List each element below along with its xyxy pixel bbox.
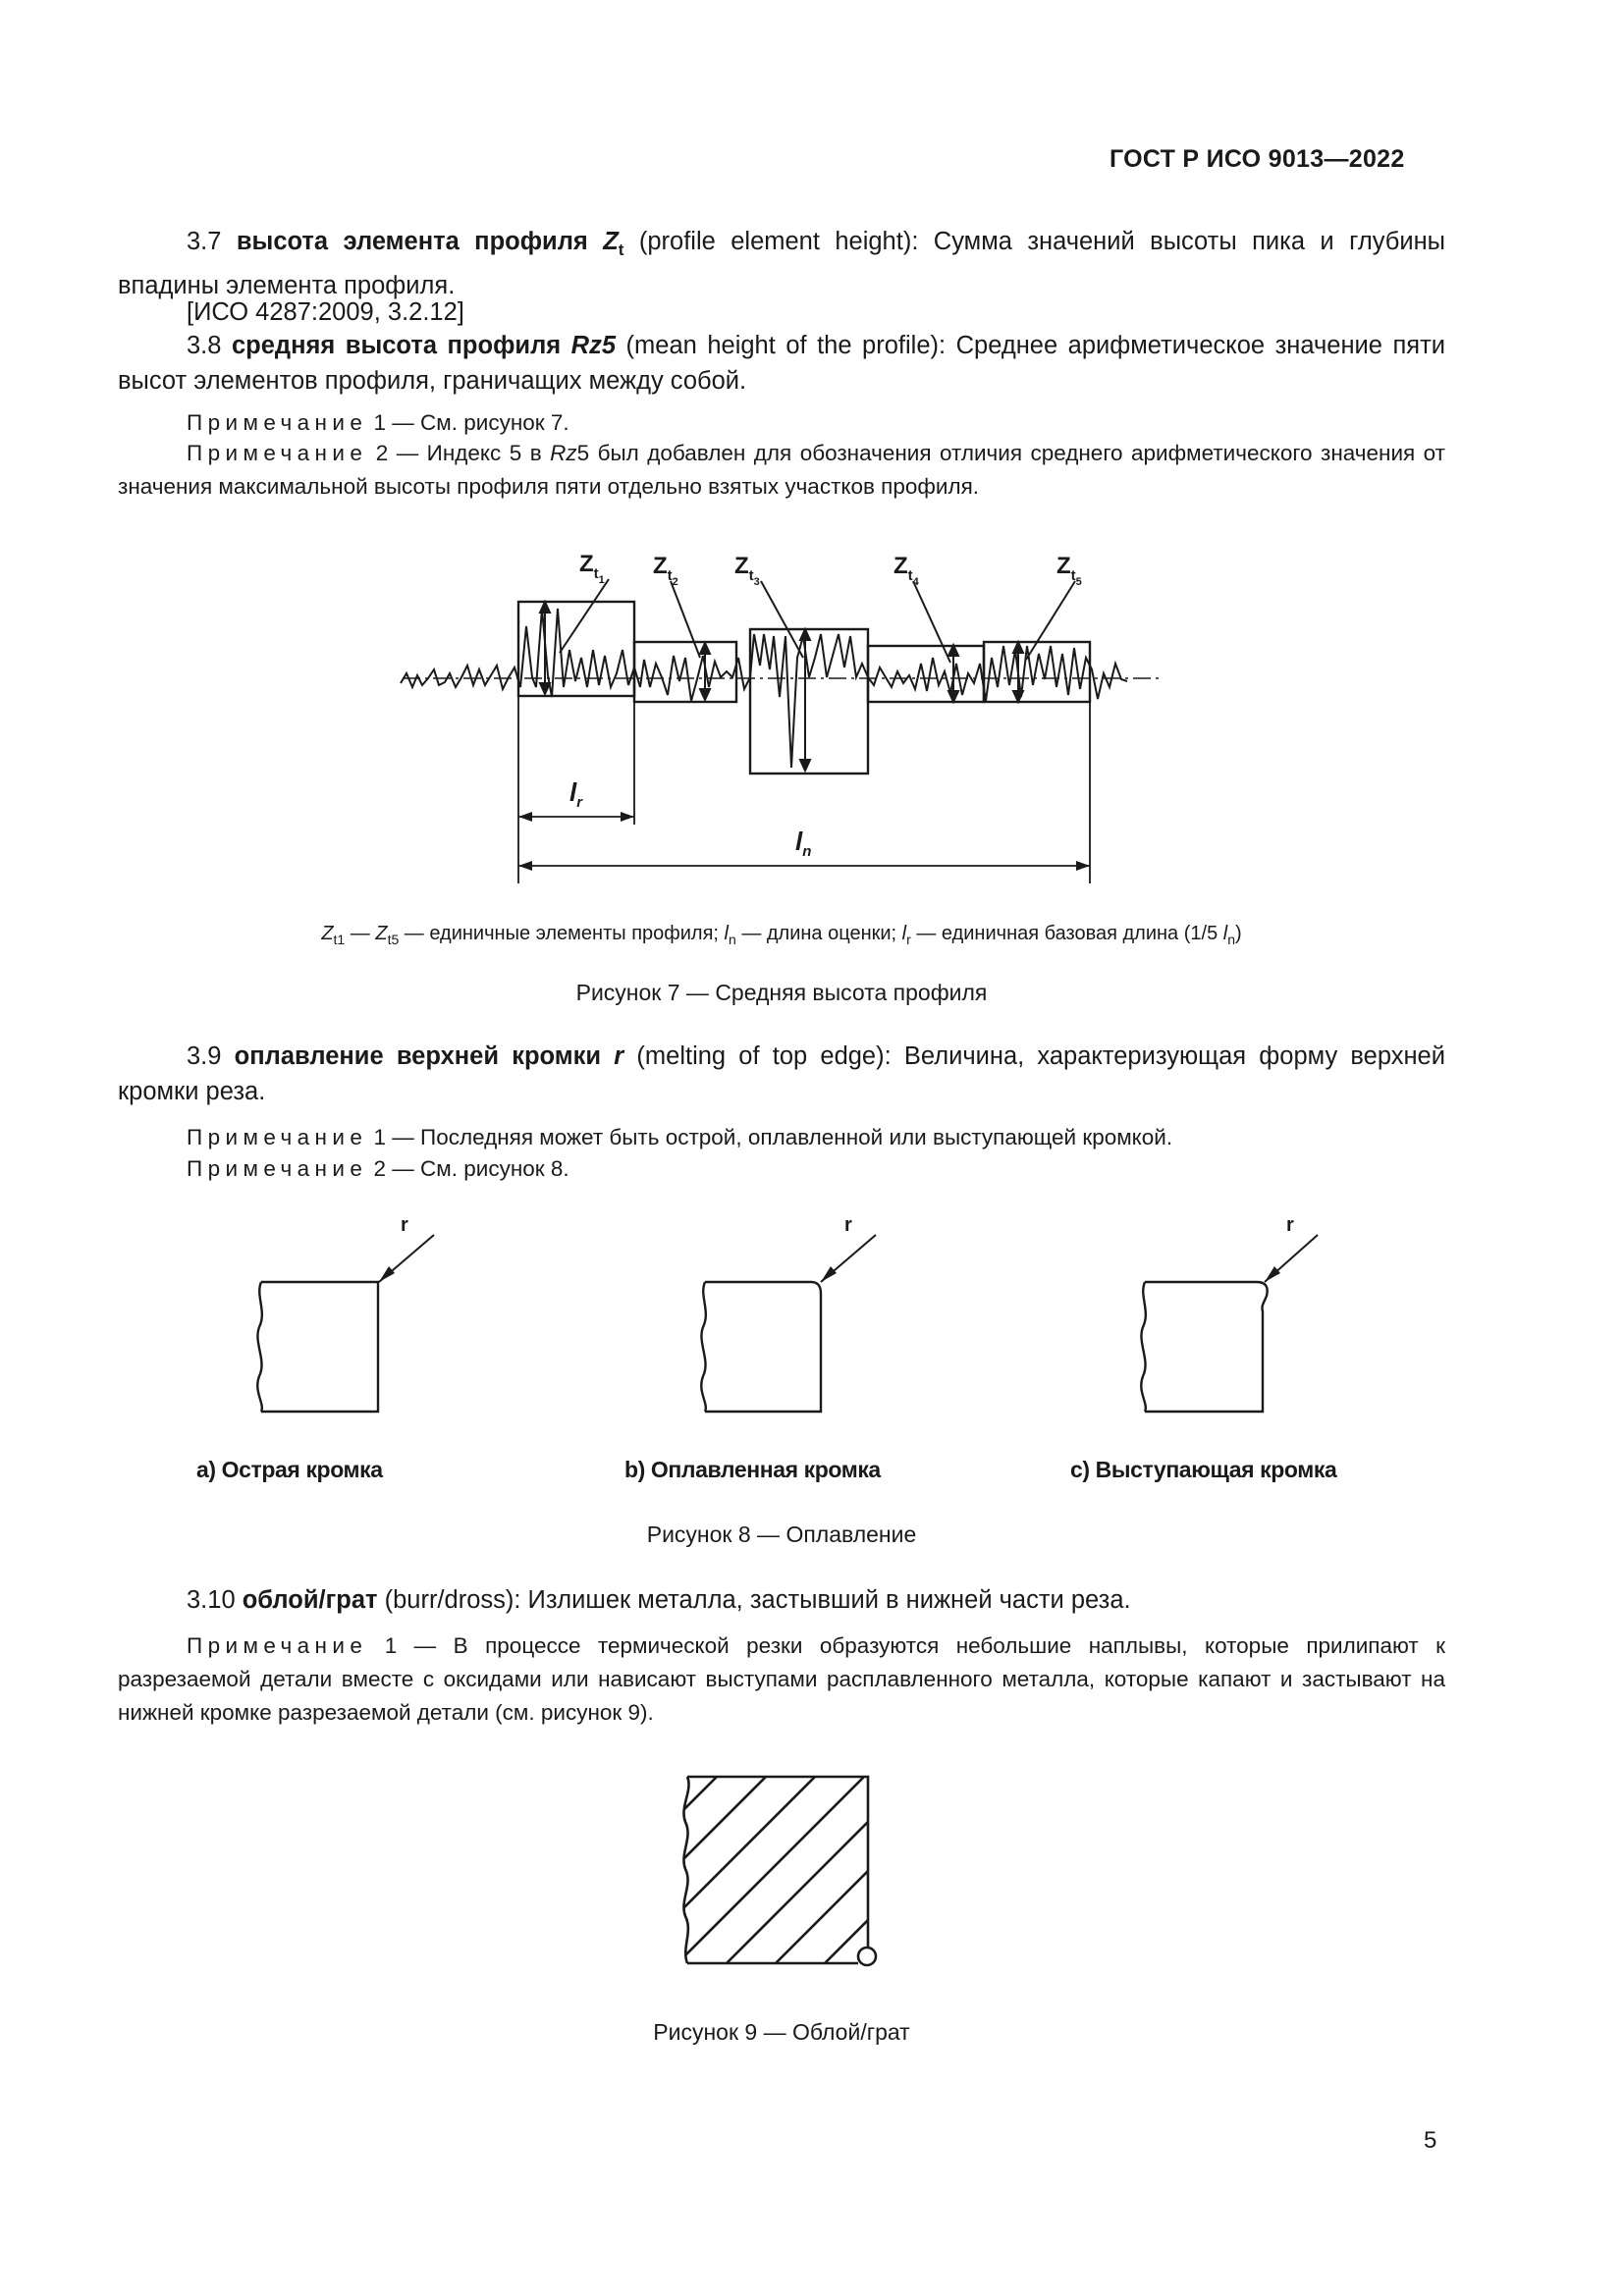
- term: облой/грат: [242, 1586, 378, 1614]
- note-3-8-2: [118, 437, 1445, 504]
- figure-8-caption: Рисунок 8 — Оплавление: [646, 1522, 917, 1547]
- figure-9-caption: Рисунок 9 — Облой/грат: [653, 2019, 910, 2045]
- zt2-leader: [671, 581, 700, 658]
- section-3-8: [118, 328, 1445, 399]
- note-3-10-1: [118, 1629, 1445, 1730]
- part-b-r-label: r: [844, 1217, 852, 1236]
- part-c-break-line: [1141, 1282, 1146, 1412]
- figure-7-caption: Рисунок 7 — Средняя высота профиля: [575, 980, 988, 1005]
- term-english: (profile element height): [638, 228, 912, 255]
- figure-9-burr-diagram: [677, 1767, 893, 1993]
- note-text: 2 — Индекс 5 в: [375, 441, 551, 465]
- part-c-outline: [1145, 1282, 1268, 1412]
- section-number: 3.9: [187, 1042, 222, 1070]
- term-symbol: Rz5: [570, 332, 617, 359]
- part-a-break-line: [257, 1282, 262, 1412]
- section-number: 3.8: [187, 332, 222, 359]
- zt1-leader: [560, 579, 609, 653]
- note-symbol: Rz: [550, 441, 577, 465]
- section-3-10: [118, 1582, 1445, 1618]
- page-number: 5: [1424, 2127, 1437, 2154]
- element-box-3: [750, 629, 868, 774]
- note-3-9-1: [118, 1121, 1445, 1154]
- figure-8-label-c: c) Выступающая кромка: [1070, 1457, 1337, 1482]
- element-box-4: [868, 646, 984, 702]
- note-text: 5 был добавлен для обозначения отличия среднего арифметического значения от значения максимальной высоты профиля пяти отдельно взятых участков профиля.: [118, 441, 1445, 499]
- note-3-8-1: [118, 406, 1445, 440]
- term: оплавление верхней кромки: [234, 1042, 602, 1070]
- figure-7-legend: $Z_{t1}$ — $Z_{t5}$ — единичные элементы профиля; $l_n$ — длина оценки; $l_r$ — единичная базовая длина (1/5 $l_n$): [321, 923, 1242, 947]
- part-a-outline: [261, 1282, 378, 1412]
- section-3-7: [118, 224, 1445, 303]
- part-b-outline: [705, 1282, 821, 1412]
- zt4-label: $Z_{t4}$: [893, 553, 919, 588]
- zt1-label: $Z_{t1}$: [579, 551, 605, 586]
- figure-8-edge-diagrams: [196, 1217, 1375, 1492]
- term-english: (burr/dross): [384, 1586, 514, 1614]
- reference: [ИСО 4287:2009, 3.2.12]: [187, 298, 464, 326]
- note-text: 1 — В процессе термической резки образуются небольшие наплывы, которые прилипают к разрезаемой детали вместе с оксидами или нависают выступами расплавленного металла, которые капают и застывают на нижней кромке разрезаемой детали (см. рисунок 9).: [118, 1633, 1445, 1725]
- term-symbol: r: [614, 1042, 624, 1070]
- figure-8-label-a: a) Острая кромка: [196, 1457, 383, 1482]
- burr-dross-drop: [858, 1948, 876, 1965]
- note-text: 2 — См. рисунок 8.: [373, 1156, 569, 1181]
- zt4-leader: [913, 581, 950, 663]
- figure-8-label-b: b) Оплавленная кромка: [624, 1457, 881, 1482]
- figure-7-profile-diagram: [383, 540, 1188, 903]
- definition: : Сумма значений высоты пика и глубины впадины элемента профиля.: [118, 228, 1445, 300]
- note-label: Примечание: [187, 410, 368, 435]
- note-label: Примечание: [187, 1156, 368, 1181]
- term: средняя высота профиля: [231, 332, 562, 359]
- section-3-9: [118, 1039, 1445, 1109]
- definition: : Среднее арифметическое значение пяти высот элементов профиля, граничащих между собой.: [118, 332, 1445, 395]
- note-label: Примечание: [187, 441, 368, 465]
- definition: : Величина, характеризующая форму верхней кромки реза.: [118, 1042, 1445, 1105]
- note-label: Примечание: [187, 1125, 368, 1149]
- term-english: (mean height of the profile): [625, 332, 940, 359]
- section-number: 3.10: [187, 1586, 236, 1614]
- lr-label: $l_r$: [569, 777, 583, 811]
- zt2-label: $Z_{t2}$: [653, 553, 678, 588]
- term-english: (melting of top edge): [636, 1042, 885, 1070]
- ln-label: $l_n$: [795, 827, 812, 860]
- section-number: 3.7: [187, 228, 222, 255]
- term-symbol: $Z_t$: [603, 228, 624, 260]
- term: высота элемента профиля: [236, 228, 588, 255]
- note-text: 1 — Последняя может быть острой, оплавленной или выступающей кромкой.: [373, 1125, 1173, 1149]
- zt5-label: $Z_{t5}$: [1056, 553, 1082, 588]
- note-label: Примечание: [187, 1633, 368, 1658]
- part-c-r-label: r: [1286, 1217, 1294, 1236]
- note-3-9-2: [118, 1152, 1445, 1186]
- zt3-leader: [761, 581, 803, 658]
- note-text: 1 — См. рисунок 7.: [373, 410, 569, 435]
- zt3-label: $Z_{t3}$: [734, 553, 760, 588]
- document-id: ГОСТ Р ИСО 9013—2022: [1110, 145, 1405, 173]
- element-box-2: [634, 642, 736, 702]
- part-a-r-label: r: [401, 1217, 408, 1236]
- definition: : Излишек металла, застывший в нижней части реза.: [514, 1586, 1131, 1614]
- part-b-break-line: [701, 1282, 706, 1412]
